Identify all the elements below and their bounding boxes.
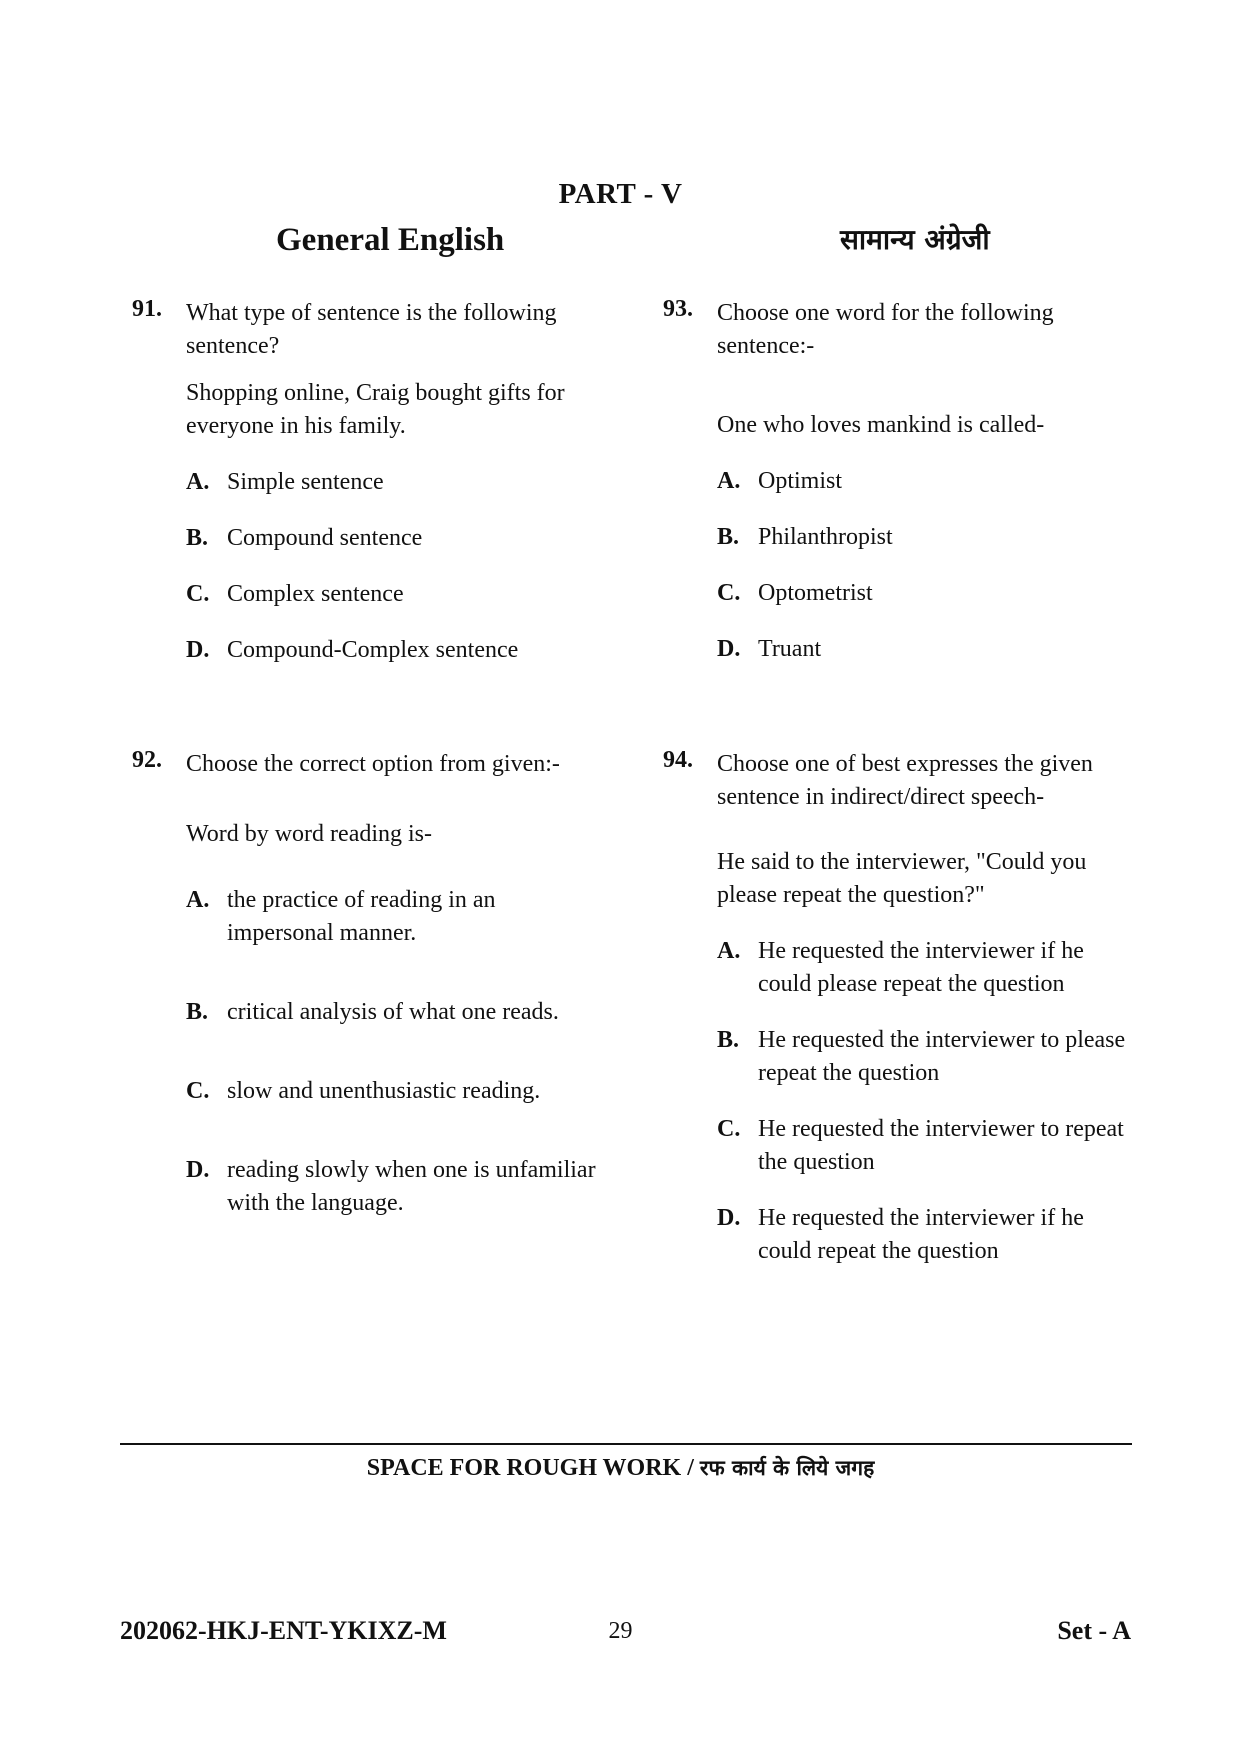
option-c[interactable] <box>186 1075 606 1108</box>
option-text: Optimist <box>758 468 843 494</box>
option-a[interactable] <box>186 884 606 950</box>
option-text: the practice of reading in an impersonal manner. <box>227 887 496 946</box>
option-b[interactable] <box>717 1024 1137 1090</box>
option-d[interactable] <box>186 634 606 667</box>
option-letter: B. <box>717 1027 740 1053</box>
question-text: What type of sentence is the following sentence? <box>186 300 557 359</box>
option-b[interactable] <box>717 521 1137 554</box>
option-d[interactable] <box>186 1154 606 1220</box>
option-b[interactable] <box>186 522 606 555</box>
option-a[interactable] <box>717 935 1137 1001</box>
section-title-hindi: सामान्य अंग्रेजी <box>840 223 990 256</box>
option-letter: D. <box>717 1205 741 1231</box>
option-text: Truant <box>758 636 822 662</box>
option-letter: C. <box>186 1078 210 1104</box>
option-letter: A. <box>186 887 210 913</box>
option-text: critical analysis of what one reads. <box>227 999 559 1025</box>
option-text: He requested the interviewer if he could please repeat the question <box>758 938 1084 997</box>
question-stem: Shopping online, Craig bought gifts for everyone in his family. <box>186 380 565 439</box>
option-d[interactable] <box>717 1202 1137 1268</box>
option-text: Compound sentence <box>227 525 423 551</box>
option-letter: A. <box>717 938 741 964</box>
option-text: Simple sentence <box>227 469 384 495</box>
question-number: 92. <box>132 747 162 773</box>
option-text: reading slowly when one is unfamiliar with the language. <box>227 1157 596 1216</box>
set-label: Set - A <box>1057 1616 1131 1645</box>
option-text: Compound-Complex sentence <box>227 637 519 663</box>
option-text: He requested the interviewer to please repeat the question <box>758 1027 1126 1086</box>
question-93 <box>663 296 1137 666</box>
rough-work-label-english: SPACE FOR ROUGH WORK / <box>366 1455 694 1481</box>
option-c[interactable] <box>186 578 606 611</box>
option-letter: C. <box>186 581 210 607</box>
option-text: Philanthropist <box>758 524 893 550</box>
option-text: He requested the interviewer if he could repeat the question <box>758 1205 1084 1264</box>
rough-work-divider <box>120 1443 1132 1445</box>
paper-code: 202062-HKJ-ENT-YKIXZ-M <box>120 1616 447 1645</box>
question-text: Choose the correct option from given:- <box>186 751 560 777</box>
option-d[interactable] <box>717 633 1137 666</box>
option-c[interactable] <box>717 577 1137 610</box>
section-title-english: General English <box>276 222 505 258</box>
option-letter: C. <box>717 580 741 606</box>
option-b[interactable] <box>186 996 606 1029</box>
option-a[interactable] <box>717 465 1137 498</box>
page-number: 29 <box>608 1618 633 1644</box>
question-94 <box>663 747 1137 1268</box>
question-stem: One who loves mankind is called- <box>717 412 1045 438</box>
question-stem: He said to the interviewer, "Could you please repeat the question?" <box>717 849 1087 908</box>
part-title: PART - V <box>558 178 683 210</box>
option-letter: D. <box>186 1157 210 1183</box>
option-letter: C. <box>717 1116 741 1142</box>
option-letter: D. <box>717 636 741 662</box>
option-text: Complex sentence <box>227 581 404 607</box>
question-number: 94. <box>663 747 693 773</box>
option-text: He requested the interviewer to repeat the question <box>758 1116 1124 1175</box>
rough-work-label <box>0 1454 1241 1482</box>
question-number: 93. <box>663 296 693 322</box>
option-c[interactable] <box>717 1113 1137 1179</box>
question-number: 91. <box>132 296 162 322</box>
question-text: Choose one word for the following sentence:- <box>717 300 1054 359</box>
question-stem: Word by word reading is- <box>186 821 433 847</box>
option-text: Optometrist <box>758 580 873 606</box>
option-text: slow and unenthusiastic reading. <box>227 1078 541 1104</box>
question-text: Choose one of best expresses the given sentence in indirect/direct speech- <box>717 751 1093 810</box>
rough-work-label-hindi: रफ कार्य के लिये जगह <box>699 1456 875 1480</box>
option-letter: D. <box>186 637 210 663</box>
option-a[interactable] <box>186 466 606 499</box>
option-letter: A. <box>186 469 210 495</box>
option-letter: B. <box>717 524 740 550</box>
option-letter: B. <box>186 999 209 1025</box>
question-91 <box>132 296 606 667</box>
question-92 <box>132 747 606 1220</box>
option-letter: A. <box>717 468 741 494</box>
option-letter: B. <box>186 525 209 551</box>
